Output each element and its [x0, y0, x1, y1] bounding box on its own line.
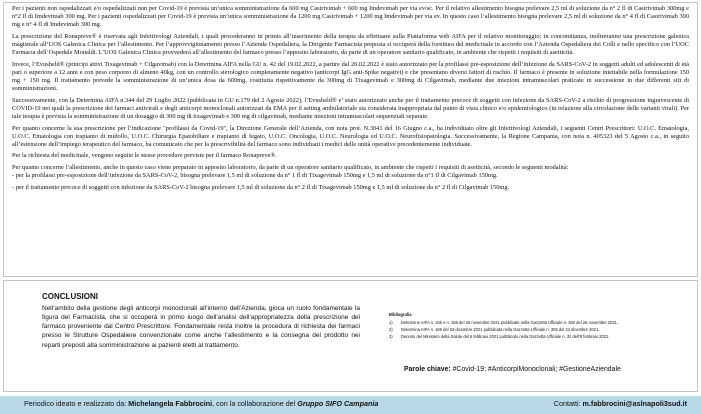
paragraph-preparation-intro: Per quanto concerne l’allestimento, anche in questo caso viene preparato in apposito laboratorio, da parte di un operatore sanitario qualificato, in ambiente che rispetti i requisiti di asetticità, secondo le seguenti modalità: [12, 164, 569, 172]
paragraph-evusheld-treatment: Successivamente, con la Determina AIFA n.344 del 29 Luglio 2022 (pubblicata in GU n.179 del 2 Agosto 2022), l’Evusheld® e’ stato autorizzato anche per il trattamento precoce di soggetti con infezione da SARS-CoV-2 a rischio di progressione ingravescente di COVID-19 nei quali la prescrizione dei farmaci antivirali e degli anticorpi monoclonali autorizzati da EMA per il setting ambulatoriale sia considerata inappropriata dal punto di vista clinico e/o epidemiologico (in relazione alla circolazione delle varianti virali). Per tale terapia è prevista la somministrazione di un dosaggio di 300 mg di tixagevimab e 300 mg di cilgavimab, mediante iniezioni intramuscolari sequenziali separate. [12, 96, 689, 120]
bibliography-title: Bibliografia [389, 312, 412, 317]
footer-email-link[interactable]: m.fabbrocini@aslnapoli3sud.it [582, 399, 687, 408]
keywords [404, 366, 621, 373]
bibliography-number: 3) [389, 333, 393, 339]
list-item-treatment: - per il trattamento precoce di soggetti con infezione da SARS-CoV-2 bisogna prelevare 1,5 ml di soluzione da n° 2 fl di Tixagevimab 150mg e 1,5 ml di soluzione da n° 2 fl di Cilgavimab 150mg. [12, 183, 510, 191]
footer-group: Gruppo SIFO Campania [297, 399, 379, 408]
bibliography-text: Determine AIFA n. 155 e n. 156 del 25 novembre 2021 pubblicate nella Gazzetta Ufficiale n. 282 del 26 novembre 2021. [401, 320, 619, 326]
bibliography-text: Determina AIFA n. 169 del 23 dicembre 2021 pubblicata nella Gazzetta Ufficiale n. 305 del 24 dicembre 2021. [401, 326, 600, 332]
keywords-value: #Covid-19; #AnticorpiMonoclonali; #GestioneAziendale [452, 366, 621, 373]
conclusions-title: CONCLUSIONI [42, 292, 98, 301]
conclusions-box [3, 280, 698, 392]
conclusions-body: Nell’ambito della gestione degli anticorpi monoclonali all’interno dell’Azienda, gioca un ruolo fondamentale la figura del Farmacista, che si occuperà in primo luogo dell’analisi dell’appropriatezza della prescrizione del farmaco proveniente dal Centro Prescrittore. Fondamentale resta inoltre la procedura di richiesta dei farmaci presso le Strutture Ospedaliere convenzionate come anche l’allestimento e la consegna del prodotto nei reparti preposti alla somministrazione ai pazienti eletti al trattamento. [42, 305, 360, 349]
keywords-label: Parole chiave: [404, 366, 451, 373]
paragraph-prescribing-centers: Per quanto concerne la sua prescrizione per l’indicazione "profilassi da Covid-19", la Direzione Generale dell’Azienda, con nota prot. N.3041 del 16 Giugno c.a., ha individuato oltre gli Infettivologi Aziendali, i seguenti Centri Prescrittori: U.O.C. Ematologia, U.O.C. Ematologia con trapianto di midollo, U.O.C. Chirurgia Epatobiliare e trapianto di fegato, U.O.C. Oncologia, U.O.C. Neurologia ed U.O.C. Neurofisiopatologia. Successivamente, la Regione Campania, con nota n. 405323 del 5 Agosto c.a., in seguito all’estensione dell’impiego terapeutico del farmaco, ha comunicato che per la prescrivibilità del farmaco sono individuati i medici delle unità operative precedentemente individuate. [12, 124, 689, 148]
bibliography-item [389, 327, 689, 332]
bibliography-item [389, 334, 689, 339]
footer-contacts-label: Contatti: [553, 399, 583, 408]
footer-middle: , con la collaborazione del [212, 399, 298, 408]
main-text-box [3, 2, 698, 277]
bibliography [389, 312, 689, 340]
paragraph-ronapreve-dosage: Per i pazienti non ospedalizzati e/o ospedalizzati non per Covid-19 è prevista un’unica somministrazione da 600 mg Casirivimab + 600 mg Imdevimab per via ev/sc. Per il relativo allestimento bisogna prelevare 2,5 ml di soluzione da n° 2 fl di Casirivimab 300mg e n°2 fl di Imdevimab 300 mg. Per i pazienti ospedalizzati per Covid-19 è prevista un’unica somministrazione da 1200 mg Casirivimab + 1200 mg Imdevimab per via ev. In questo caso l’allestimento bisogna prelevare 2,5 ml di soluzione da n° 4 fl di Casirivimab 300 mg e n° 4 fl di Imdevimab 300 mg. [12, 5, 689, 29]
footer-author: Michelangela Fabbrocini [128, 399, 213, 408]
footer-credits [24, 397, 378, 411]
footer-prefix: Periodico ideato e realizzato da: [24, 399, 129, 408]
footer-contacts [554, 397, 687, 411]
bibliography-number: 2) [389, 326, 393, 332]
list-item-prophylaxis: - per la profilassi pre-esposizione dell’infezione da SARS-CoV-2, bisogna prelevare 1,5 ml di soluzione da n° 1 fl di Tixagevimab 150mg e 1,5 ml di soluzione da n°1 fl di Cilgavimab 150mg. [12, 172, 498, 180]
paragraph-evusheld-prophylaxis: Invece, l’Evusheld® (principi attivi Tixagevimab + Cilgavimab) con la Determina AIFA nella GU n. 42 del 19.02.2022, a partire dal 20.02.2022 è stato autorizzato per la profilassi pre-esposizione dell’infezione da SARS-CoV-2 in soggetti adulti ed adolescenti di età pari o superiore a 12 anni e con peso corporeo di almeno 40kg, con un controllo sierologico completamente negativo (anticorpi IgG anti-Spike negativi) e che presentano diversi fattori di rischio. Il farmaco è presente in soluzione iniettabile nella formulazione 150 mg + 150 mg. Il trattamento prevede la somministrazione di un’unica dosa da 600mg, costituita rispettivamente da 300mg di Tixagevimab e 300mg di Cilgavimab, mediante due iniezioni intramuscolari praticate in successione in due differenti siti di somministrazioni. [12, 60, 689, 93]
paragraph-ronapreve-prescription: La prescrizione del Ronapreve® è riservata agli Infettivologi Aziendali, i quali procederanno in primis all’inserimento della terapia da effettuare sulla Piattaforma web AIFA per il relativo monitoraggio; in concomitanza, inoltreranno una prescrizione galenica magistrale all’UOS Galenica Clinica per l’allestimento. Per l’approvvigionamento presso l’Azienda Ospedaliera, la Dirigente Farmacista preposta si occuperà della fornitura del medicinale in accordo con l’Azienda Ospedaliera dei Colli e nello specifico con l’UOC Farmacia dell’Ospedale Monaldi. L’UOS Galenica Clinica provvederà all’allestimento del farmaco presso l’apposito laboratorio, da parte di un operatore sanitario qualificato, in ambiente che rispetti i requisiti di asetticità. [12, 32, 689, 57]
bibliography-item [389, 320, 689, 325]
bibliography-text: Decreto del Ministero della Salute del 6 febbraio 2021 pubblicato nella Gazzetta Ufficiale n. 32 dell’8 febbraio 2021. [401, 333, 610, 339]
paragraph-request-procedure: Per la richiesta del medicinale, vengono seguite le stesse procedure previste per il farmaco Ronapreve®. [12, 152, 277, 160]
bibliography-number: 1) [389, 320, 393, 326]
footer-bar [0, 396, 701, 414]
